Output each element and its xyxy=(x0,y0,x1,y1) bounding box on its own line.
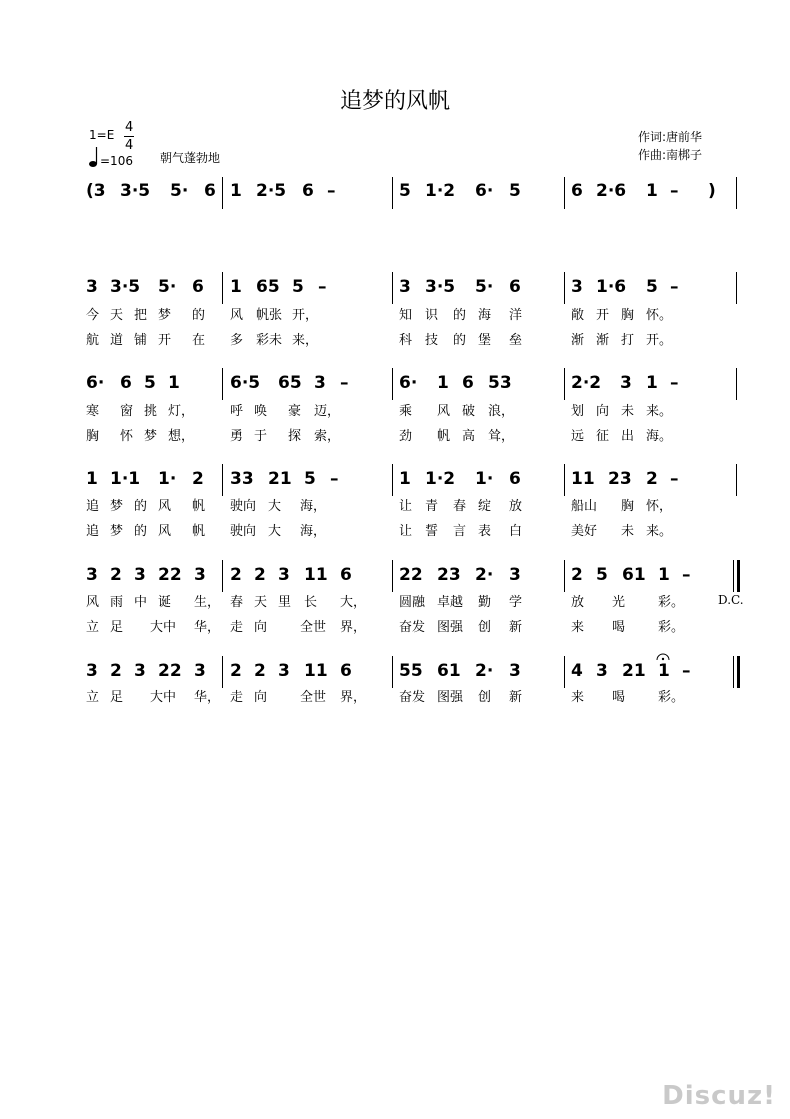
lyric: 浪， xyxy=(488,404,515,419)
note: 5· xyxy=(158,277,177,297)
note: 3 xyxy=(194,565,206,585)
final-bar-line xyxy=(737,560,740,592)
lyric-row-verse2 xyxy=(0,425,790,445)
bar-line xyxy=(564,560,565,592)
lyric: 学 xyxy=(509,595,523,610)
bar-line xyxy=(564,464,565,496)
lyric: 创 xyxy=(478,620,492,635)
lyric: 放 xyxy=(571,595,585,610)
lyric: 彩未 xyxy=(256,333,283,348)
lyric: 彩。 xyxy=(658,620,685,635)
lyric: 耸， xyxy=(488,429,515,444)
lyric-row-verse2 xyxy=(0,329,790,349)
note: 1 xyxy=(646,373,658,393)
bar-line xyxy=(564,177,565,209)
bar-line xyxy=(564,272,565,304)
lyric: 界， xyxy=(340,690,367,705)
lyric: 彩。 xyxy=(658,690,685,705)
lyric: 海。 xyxy=(646,429,673,444)
lyric: 把 xyxy=(134,308,148,323)
note: 5 xyxy=(304,469,316,489)
lyric: 大 xyxy=(268,499,282,514)
lyric: 驶向 xyxy=(230,499,257,514)
lyric: 天 xyxy=(110,308,124,323)
lyric: 的 xyxy=(453,308,467,323)
lyric: 豪 xyxy=(288,404,302,419)
note: 3 xyxy=(509,661,521,681)
note: 5· xyxy=(170,181,189,201)
lyric: 怀。 xyxy=(646,308,673,323)
bar-line xyxy=(222,368,223,400)
note: 2 xyxy=(254,661,266,681)
note: 1 xyxy=(437,373,449,393)
lyric: 海， xyxy=(300,499,327,514)
note: 2·2 xyxy=(571,373,602,393)
lyric: 开， xyxy=(292,308,319,323)
bar-line xyxy=(222,560,223,592)
note: 1·1 xyxy=(110,469,141,489)
note: 1 xyxy=(399,469,411,489)
note: – xyxy=(682,565,691,585)
note: 5 xyxy=(399,181,411,201)
lyric: 里 xyxy=(278,595,292,610)
lyric: 胸 xyxy=(621,499,635,514)
note: 2 xyxy=(192,469,204,489)
lyric: 征 xyxy=(596,429,610,444)
lyric: 华， xyxy=(194,620,221,635)
lyric: 大中 xyxy=(150,620,177,635)
note: 21 xyxy=(268,469,292,489)
lyric: 全世 xyxy=(300,620,327,635)
lyric: 帆 xyxy=(192,524,206,539)
lyric: 光 xyxy=(612,595,626,610)
key-signature: 1=E xyxy=(89,128,115,142)
lyric: 的 xyxy=(192,308,206,323)
lyric: 风 xyxy=(437,404,451,419)
lyric: 春 xyxy=(230,595,244,610)
note: 3 xyxy=(86,565,98,585)
note: 4 xyxy=(571,661,583,681)
lyric: 的 xyxy=(134,499,148,514)
lyric: 向 xyxy=(254,620,268,635)
lyric: 今 xyxy=(86,308,100,323)
note: 3 xyxy=(134,565,146,585)
note: 6· xyxy=(399,373,418,393)
bar-line xyxy=(736,368,737,400)
lyric: 来。 xyxy=(646,524,673,539)
lyric: 船山 xyxy=(571,499,598,514)
lyric: 开 xyxy=(596,308,610,323)
lyric: 界， xyxy=(340,620,367,635)
final-bar-line xyxy=(737,656,740,688)
note: – xyxy=(340,373,349,393)
lyric: 追 xyxy=(86,524,100,539)
note: 3 xyxy=(596,661,608,681)
note: 33 xyxy=(230,469,254,489)
note: 22 xyxy=(158,661,182,681)
note: 1 xyxy=(230,181,242,201)
lyric: 帆 xyxy=(192,499,206,514)
lyric: 梦 xyxy=(158,308,172,323)
lyric: 多 xyxy=(230,333,244,348)
lyric: 让 xyxy=(399,524,413,539)
lyric: 开。 xyxy=(646,333,673,348)
lyric: 洋 xyxy=(509,308,523,323)
bar-line xyxy=(392,368,393,400)
lyric: 放 xyxy=(509,499,523,514)
note: – xyxy=(670,181,679,201)
bar-line xyxy=(564,368,565,400)
note: 6 xyxy=(509,469,521,489)
note: 5 xyxy=(509,181,521,201)
lyric: 梦 xyxy=(110,524,124,539)
lyric: 新 xyxy=(509,690,523,705)
bar-line xyxy=(392,177,393,209)
lyric: 科 xyxy=(399,333,413,348)
bar-line xyxy=(222,464,223,496)
note: 1 xyxy=(646,181,658,201)
time-signature-top: 4 xyxy=(125,120,134,135)
note: 6 xyxy=(571,181,583,201)
lyric: 奋发 xyxy=(399,620,426,635)
lyric: 圆融 xyxy=(399,595,426,610)
lyric-row-verse1 xyxy=(0,591,790,611)
lyric: 堡 xyxy=(478,333,492,348)
lyric: 挑 xyxy=(144,404,158,419)
lyric: 胸 xyxy=(86,429,100,444)
note: 3 xyxy=(134,661,146,681)
note: 2· xyxy=(475,661,494,681)
note: 6 xyxy=(204,181,216,201)
note: 6·5 xyxy=(230,373,261,393)
lyric: 道 xyxy=(110,333,124,348)
watermark-logo: Discuz! xyxy=(662,1081,776,1111)
lyric: 全世 xyxy=(300,690,327,705)
note: 65 xyxy=(256,277,280,297)
note: 3·5 xyxy=(120,181,151,201)
note: 22 xyxy=(158,565,182,585)
note: – xyxy=(682,661,691,681)
note: 2 xyxy=(110,661,122,681)
lyric: 言 xyxy=(453,524,467,539)
lyric: 天 xyxy=(254,595,268,610)
note: 11 xyxy=(304,661,328,681)
lyric: 风 xyxy=(158,524,172,539)
note: 3 xyxy=(571,277,583,297)
bar-line xyxy=(222,177,223,209)
lyric: 呼 xyxy=(230,404,244,419)
bar-line xyxy=(222,272,223,304)
lyric: 劲 xyxy=(399,429,413,444)
note: 2· xyxy=(475,565,494,585)
bar-line xyxy=(392,560,393,592)
note: 22 xyxy=(399,565,423,585)
composer-credit: 作曲:南梆子 xyxy=(638,148,703,162)
lyric: 大中 xyxy=(150,690,177,705)
lyric: 中 xyxy=(134,595,148,610)
note: 23 xyxy=(437,565,461,585)
lyric: 走 xyxy=(230,620,244,635)
lyric-row-verse2 xyxy=(0,520,790,540)
lyric: 新 xyxy=(509,620,523,635)
time-signature-bottom: 4 xyxy=(125,138,134,153)
note: 11 xyxy=(571,469,595,489)
note: 6 xyxy=(340,661,352,681)
bar-line xyxy=(392,656,393,688)
note: 6 xyxy=(509,277,521,297)
lyric: 奋发 xyxy=(399,690,426,705)
lyric: 驶向 xyxy=(230,524,257,539)
note: 2·5 xyxy=(256,181,287,201)
lyric: 垒 xyxy=(509,333,523,348)
lyric: 追 xyxy=(86,499,100,514)
lyric: 大， xyxy=(340,595,367,610)
note: 3 xyxy=(86,661,98,681)
lyric: 来， xyxy=(292,333,319,348)
note: (3 xyxy=(86,181,106,201)
lyric: 帆张 xyxy=(256,308,283,323)
lyric-row-verse2 xyxy=(0,616,790,636)
lyric: 绽 xyxy=(478,499,492,514)
note: 2 xyxy=(110,565,122,585)
note: 1·6 xyxy=(596,277,627,297)
note: – xyxy=(318,277,327,297)
lyric: 想， xyxy=(168,429,195,444)
lyric: 喝 xyxy=(612,690,626,705)
note: 5 xyxy=(646,277,658,297)
lyricist-credit: 作词:唐前华 xyxy=(638,130,703,144)
lyric: 帆 xyxy=(437,429,451,444)
lyric: 走 xyxy=(230,690,244,705)
lyric: 远 xyxy=(571,429,585,444)
lyric: 足 xyxy=(110,620,124,635)
lyric: 海 xyxy=(478,308,492,323)
lyric: 灯， xyxy=(168,404,195,419)
lyric: 窗 xyxy=(120,404,134,419)
lyric: 创 xyxy=(478,690,492,705)
lyric: 渐 xyxy=(596,333,610,348)
lyric: 乘 xyxy=(399,404,413,419)
lyric: 渐 xyxy=(571,333,585,348)
note: 6· xyxy=(86,373,105,393)
staff-row-intro xyxy=(0,181,790,211)
note: 3 xyxy=(509,565,521,585)
lyric: 雨 xyxy=(110,595,124,610)
lyric: 向 xyxy=(254,690,268,705)
lyric: 航 xyxy=(86,333,100,348)
note: 6 xyxy=(302,181,314,201)
note: 3 xyxy=(620,373,632,393)
lyric: 足 xyxy=(110,690,124,705)
note: 3 xyxy=(194,661,206,681)
tempo-mark: =106 xyxy=(100,154,133,168)
lyric: 开 xyxy=(158,333,172,348)
lyric: 铺 xyxy=(134,333,148,348)
note: 3·5 xyxy=(110,277,141,297)
lyric: 来。 xyxy=(646,404,673,419)
note: 6 xyxy=(340,565,352,585)
lyric: 打 xyxy=(621,333,635,348)
note: 3 xyxy=(278,661,290,681)
bar-line xyxy=(222,656,223,688)
bar-line xyxy=(736,272,737,304)
lyric: 海， xyxy=(300,524,327,539)
quarter-note-icon xyxy=(89,146,99,172)
lyric: 划 xyxy=(571,404,585,419)
note: 1 xyxy=(658,565,670,585)
lyric: 探 xyxy=(288,429,302,444)
lyric-row-verse1 xyxy=(0,304,790,324)
dc-mark: D.C. xyxy=(718,593,744,607)
note: – xyxy=(330,469,339,489)
lyric: 卓越 xyxy=(437,595,464,610)
note: – xyxy=(670,277,679,297)
staff-row-2 xyxy=(0,277,790,307)
lyric: 迈， xyxy=(314,404,341,419)
lyric: 让 xyxy=(399,499,413,514)
lyric: 向 xyxy=(596,404,610,419)
note: 6 xyxy=(120,373,132,393)
lyric: 未 xyxy=(621,524,635,539)
lyric: 华， xyxy=(194,690,221,705)
lyric: 来 xyxy=(571,620,585,635)
lyric: 图强 xyxy=(437,690,464,705)
bar-line xyxy=(392,272,393,304)
bar-line xyxy=(733,560,734,592)
note: 3 xyxy=(86,277,98,297)
note: 5· xyxy=(475,277,494,297)
note: 1· xyxy=(158,469,177,489)
note: 23 xyxy=(608,469,632,489)
lyric: 青 xyxy=(425,499,439,514)
lyric: 梦 xyxy=(144,429,158,444)
note: 1 xyxy=(658,661,670,681)
lyric: 于 xyxy=(254,429,268,444)
note: 3 xyxy=(314,373,326,393)
expression-mark: 朝气蓬勃地 xyxy=(160,151,221,165)
lyric: 长 xyxy=(304,595,318,610)
lyric: 技 xyxy=(425,333,439,348)
lyric: 图强 xyxy=(437,620,464,635)
lyric: 的 xyxy=(453,333,467,348)
lyric: 立 xyxy=(86,620,100,635)
lyric: 誓 xyxy=(425,524,439,539)
note: ) xyxy=(708,181,716,201)
bar-line xyxy=(736,464,737,496)
note: 6 xyxy=(462,373,474,393)
note: 3·5 xyxy=(425,277,456,297)
page-title: 追梦的风帆 xyxy=(339,89,450,114)
staff-row-3 xyxy=(0,373,790,403)
lyric: 高 xyxy=(462,429,476,444)
lyric: 风 xyxy=(158,499,172,514)
note: 2·6 xyxy=(596,181,627,201)
note: 61 xyxy=(622,565,646,585)
note: 61 xyxy=(437,661,461,681)
fermata-icon xyxy=(656,646,670,665)
note: 6 xyxy=(192,277,204,297)
lyric: 胸 xyxy=(621,308,635,323)
lyric-row-verse1 xyxy=(0,495,790,515)
note: 53 xyxy=(488,373,512,393)
note: 2 xyxy=(646,469,658,489)
note: 2 xyxy=(571,565,583,585)
note: 5 xyxy=(292,277,304,297)
note: 6· xyxy=(475,181,494,201)
lyric: 风 xyxy=(86,595,100,610)
lyric: 未 xyxy=(621,404,635,419)
note: 2 xyxy=(254,565,266,585)
note: 1·2 xyxy=(425,469,456,489)
lyric: 表 xyxy=(478,524,492,539)
note: 1 xyxy=(168,373,180,393)
note: 21 xyxy=(622,661,646,681)
note: 1·2 xyxy=(425,181,456,201)
lyric: 出 xyxy=(621,429,635,444)
lyric: 生， xyxy=(194,595,221,610)
lyric: 知 xyxy=(399,308,413,323)
note: 1· xyxy=(475,469,494,489)
note: 11 xyxy=(304,565,328,585)
note: – xyxy=(670,469,679,489)
note: 1 xyxy=(230,277,242,297)
bar-line xyxy=(733,656,734,688)
lyric: 勤 xyxy=(478,595,492,610)
note: 3 xyxy=(399,277,411,297)
lyric: 风 xyxy=(230,308,244,323)
lyric-row-verse1 xyxy=(0,400,790,420)
bar-line xyxy=(392,464,393,496)
lyric: 索， xyxy=(314,429,341,444)
lyric: 怀 xyxy=(120,429,134,444)
lyric: 美好 xyxy=(571,524,598,539)
note: – xyxy=(327,181,336,201)
lyric: 破 xyxy=(462,404,476,419)
lyric: 立 xyxy=(86,690,100,705)
note: 65 xyxy=(278,373,302,393)
note: 5 xyxy=(596,565,608,585)
lyric: 识 xyxy=(425,308,439,323)
lyric: 喝 xyxy=(612,620,626,635)
lyric: 在 xyxy=(192,333,206,348)
note: 5 xyxy=(144,373,156,393)
lyric: 敞 xyxy=(571,308,585,323)
lyric: 的 xyxy=(134,524,148,539)
note: 3 xyxy=(278,565,290,585)
lyric-row-verse1 xyxy=(0,686,790,706)
note: – xyxy=(670,373,679,393)
lyric: 诞 xyxy=(158,595,172,610)
lyric: 彩。 xyxy=(658,595,685,610)
lyric: 怀， xyxy=(646,499,673,514)
note: 2 xyxy=(230,661,242,681)
lyric: 唤 xyxy=(254,404,268,419)
lyric: 勇 xyxy=(230,429,244,444)
lyric: 春 xyxy=(453,499,467,514)
note: 1 xyxy=(86,469,98,489)
lyric: 寒 xyxy=(86,404,100,419)
note: 55 xyxy=(399,661,423,681)
bar-line xyxy=(564,656,565,688)
lyric: 白 xyxy=(509,524,523,539)
time-signature-line xyxy=(124,136,134,137)
lyric: 来 xyxy=(571,690,585,705)
lyric: 梦 xyxy=(110,499,124,514)
lyric: 大 xyxy=(268,524,282,539)
note: 2 xyxy=(230,565,242,585)
bar-line xyxy=(736,177,737,209)
